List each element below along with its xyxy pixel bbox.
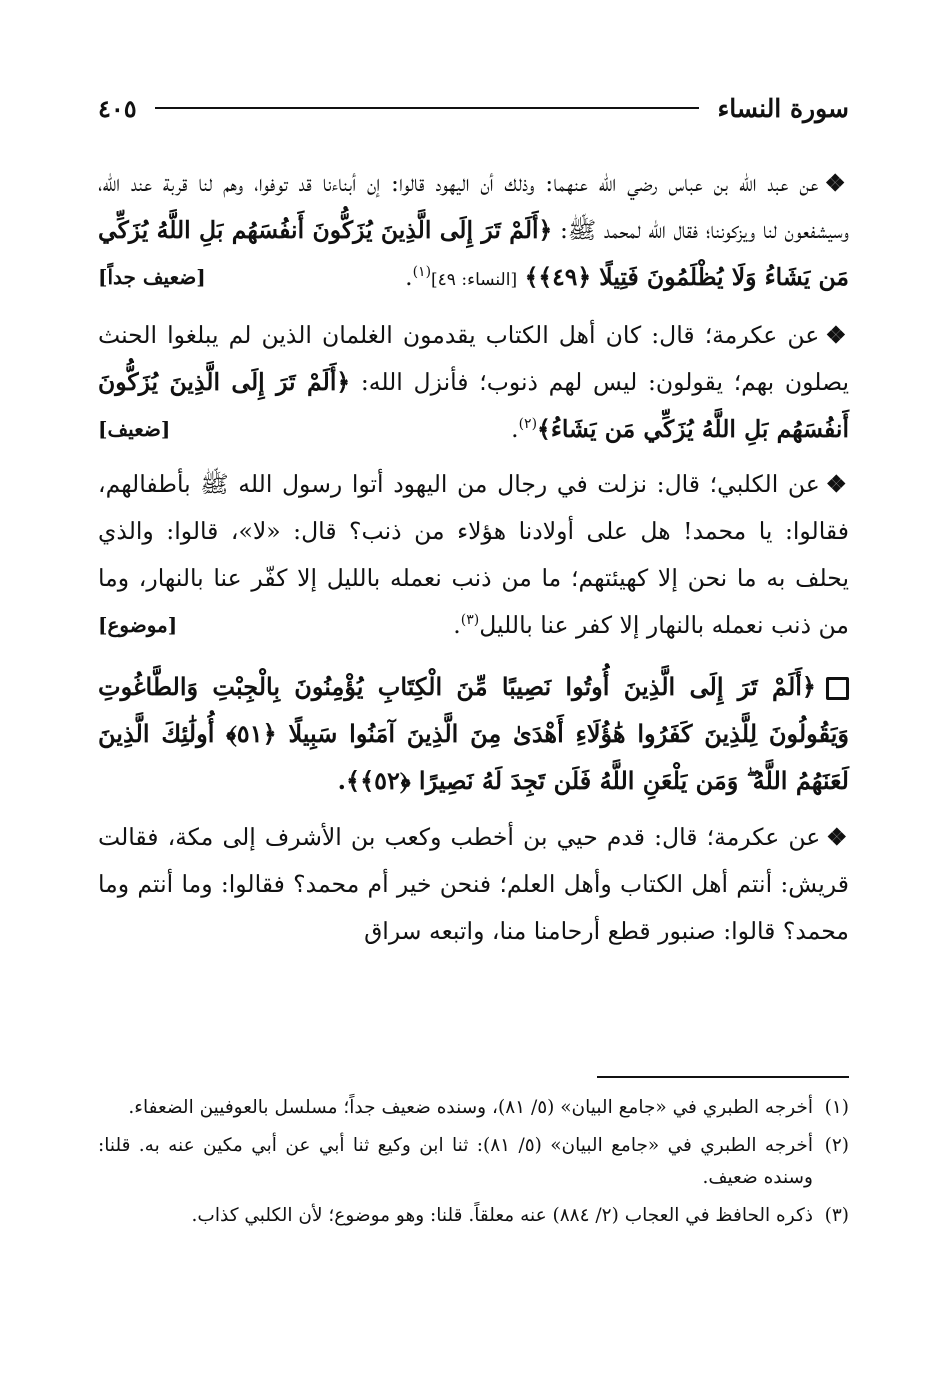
verse-reference: [النساء: ٤٩] xyxy=(431,270,518,290)
footnote-text: أخرجه الطبري في «جامع البيان» (٥/ ٨١): ثنا ابن وكيع ثنا أبي عن أبي مكين عنه به. قلنا: وسنده ضعيف. xyxy=(98,1135,814,1188)
page-number: ٤٠٥ xyxy=(98,93,137,123)
footnote-2 xyxy=(98,1130,849,1194)
footnote-1 xyxy=(98,1092,849,1124)
footnote-separator xyxy=(597,1076,849,1078)
bullet-mark: ❖ xyxy=(825,470,849,498)
period: . xyxy=(453,611,461,639)
bullet-mark: ❖ xyxy=(826,823,849,851)
surah-title: سورة النساء xyxy=(717,93,849,123)
narration-text: عن الكلبي؛ قال: نزلت في رجال من اليهود أتوا رسول الله ﷺ بأطفالهم، فقالوا: يا محمد! هل على أولادنا هؤلاء من ذنب؟ قال: «لا»، قالوا: والذي يحلف به ما نحن إلا كهيئتهم؛ ما من ذنب نعمله بالليل إلا كفّر عنا بالنهار، وما من ذنب نعمله بالنهار إلا كفر عنا بالليل xyxy=(98,470,849,639)
period: . xyxy=(405,263,413,291)
footnote-text: ذكره الحافظ في العجاب (٢/ ٨٨٤) عنه معلقاً. قلنا: وهو موضوع؛ لأن الكلبي كذاب. xyxy=(191,1205,813,1226)
footnote-text: أخرجه الطبري في «جامع البيان» (٥/ ٨١)، وسنده ضعيف جداً؛ مسلسل بالعوفيين الضعفاء. xyxy=(128,1097,813,1118)
period: . xyxy=(511,415,519,443)
bullet-mark: ❖ xyxy=(825,321,849,349)
footnote-number: (٢) xyxy=(824,1135,849,1156)
footnotes xyxy=(98,1092,849,1238)
quran-quote: ﴿أَلَمْ تَرَ إِلَى الَّذِينَ يُزَكُّونَ أَنفُسَهُم بَلِ اللَّهُ يُزَكِّي مَن يَشَاءُ وَلَا يُظْلَمُونَ فَتِيلًا ﴿٤٩﴾﴾ xyxy=(98,216,849,291)
header-rule xyxy=(155,107,700,109)
footnote-3 xyxy=(98,1200,849,1232)
main-text xyxy=(98,160,849,963)
narration-text: عن عبد الله بن عباس رضي الله عنهما: وذلك أن اليهود قالوا: إن أبناءنا قد توفوا، وهم لنا قربة عند الله، وسيشفعون لنا ويزكوننا؛ فقال الله لمحمد ﷺ: xyxy=(98,169,849,244)
verse-text: ﴿أَلَمْ تَرَ إِلَى الَّذِينَ أُوتُوا نَصِيبًا مِّنَ الْكِتَابِ يُؤْمِنُونَ بِالْجِبْتِ وَالطَّاغُوتِ وَيَقُولُونَ لِلَّذِينَ كَفَرُوا هَٰؤُلَاءِ أَهْدَىٰ مِنَ الَّذِينَ آمَنُوا سَبِيلًا ﴿٥١﴾ أُولَٰئِكَ الَّذِينَ لَعَنَهُمُ اللَّهُ ۖ وَمَن يَلْعَنِ اللَّهُ فَلَن تَجِدَ لَهُ نَصِيرًا ﴿٥٢﴾﴾ xyxy=(98,672,849,795)
page-header xyxy=(98,88,849,128)
footnote-ref: (٢) xyxy=(518,416,538,433)
bullet-mark: ❖ xyxy=(824,169,850,197)
grade-label: [ضعيف] xyxy=(98,417,171,441)
square-box-icon xyxy=(826,677,849,700)
footnote-number: (١) xyxy=(824,1097,849,1118)
narration-4 xyxy=(98,814,849,955)
quran-quote: ﴿أَلَمْ تَرَ إِلَى الَّذِينَ يُزَكُّونَ أَنفُسَهُم بَلِ اللَّهُ يُزَكِّي مَن يَشَاءُ﴾ xyxy=(98,368,849,443)
footnote-number: (٣) xyxy=(824,1205,849,1226)
narration-2 xyxy=(98,312,849,453)
narration-text: عن عكرمة؛ قال: كان أهل الكتاب يقدمون الغلمان الذين لم يبلغوا الحنث يصلون بهم؛ يقولون: ليس لهم ذنوب؛ فأنزل الله: xyxy=(98,321,849,396)
footnote-ref: (١) xyxy=(412,264,432,281)
narration-3 xyxy=(98,461,849,649)
verse-block xyxy=(98,663,849,804)
narration-1 xyxy=(98,160,849,304)
footnote-ref: (٣) xyxy=(460,612,480,629)
grade-label: [موضوع] xyxy=(98,613,178,637)
period: . xyxy=(337,766,347,795)
narration-text: عن عكرمة؛ قال: قدم حيي بن أخطب وكعب بن الأشرف إلى مكة، فقالت قريش: أنتم أهل الكتاب وأهل العلم؛ فنحن خير أم محمد؟ فقالوا: وما أنتم وما محمد؟ قالوا: صنبور قطع أرحامنا منا، واتبعه سراق xyxy=(98,823,849,945)
grade-label: [ضعيف جداً] xyxy=(98,265,206,289)
